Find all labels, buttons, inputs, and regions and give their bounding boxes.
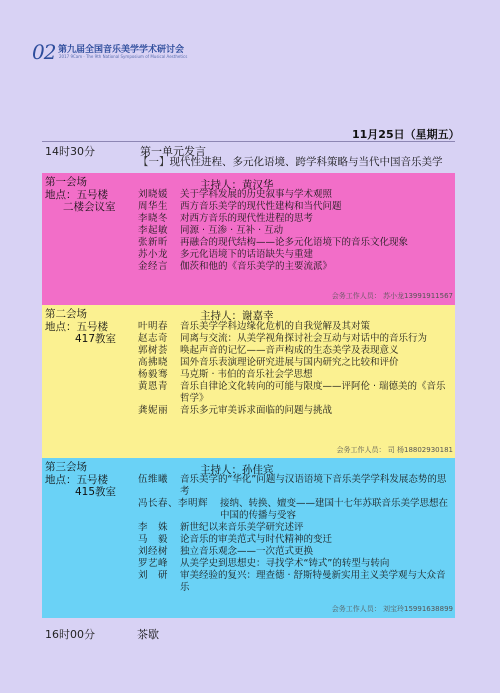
talk-row <box>138 249 453 261</box>
schedule-date: 11月25日（星期五） <box>352 128 460 141</box>
speaker-name: 罗艺峰 <box>138 558 169 569</box>
tea-break-label: 茶歇 <box>137 628 159 641</box>
speaker-name: 杨毅骞 <box>138 369 169 380</box>
break-time: 16时00分 <box>45 628 95 641</box>
speaker-name: 刘 研 <box>138 570 169 581</box>
talk-row <box>138 345 453 357</box>
speaker-name: 马 毅 <box>138 534 169 545</box>
start-time: 14时30分 <box>45 145 95 158</box>
logo-subtitle: 2017 9Cam · The 9th National Symposium of Musical Aesthetics <box>59 54 188 59</box>
venue-room: 二楼会议室 <box>63 201 116 213</box>
talk-topic: 西方音乐美学的现代性建构和当代问题 <box>180 201 342 212</box>
talk-topic: 国外音乐表演理论研究进展与国内研究之比较和评价 <box>180 357 399 368</box>
logo-number: 02 <box>32 40 56 64</box>
talk-topic: 多元化语境下的话语缺失与重建 <box>180 249 314 260</box>
speaker-name: 金经言 <box>138 261 169 272</box>
talk-topic: 伽茨和他的《音乐美学的主要流派》 <box>180 261 333 272</box>
talk-row <box>138 333 453 345</box>
talk-row <box>138 225 453 237</box>
session-host: 主持人：黄汉华 <box>200 179 274 191</box>
speaker-name: 黄恩青 <box>138 381 169 392</box>
talk-row <box>138 405 453 417</box>
talk-topic: 关于学科发展的历史叙事与学术观照 <box>180 189 333 200</box>
speaker-name: 郭树荟 <box>138 345 169 356</box>
venue-name: 第一会场 <box>45 176 87 188</box>
venue-name: 第二会场 <box>45 308 87 320</box>
venue-location: 地点：五号楼 <box>45 474 108 486</box>
speaker-name: 叶明春 <box>138 321 169 332</box>
venue-location: 地点：五号楼 <box>45 189 108 201</box>
talk-row <box>138 369 453 381</box>
session-3 <box>42 458 455 618</box>
talk-topic: 音乐美学的“华化”问题与汉语语境下音乐美学学科发展态势的思考 <box>180 474 447 497</box>
session-host: 主持人：谢嘉幸 <box>200 310 274 322</box>
talk-topic: 音乐美学学科边缘化危机的自我觉解及其对策 <box>180 321 371 332</box>
venue-room: 417教室 <box>75 333 117 345</box>
talk-row <box>138 474 453 498</box>
speaker-name: 高拂晓 <box>138 357 169 368</box>
staff-contact: 会务工作人员： 刘宝玲15991638899 <box>331 605 453 613</box>
staff-contact: 会务工作人员： 苏小龙13991911567 <box>331 292 453 300</box>
talk-row <box>138 546 453 558</box>
session-1 <box>42 173 455 305</box>
talk-topic: 独立音乐观念——一次范式更换 <box>180 546 314 557</box>
talk-topic: 音乐多元审美诉求面临的问题与挑战 <box>180 405 333 416</box>
talk-row <box>138 381 453 405</box>
talk-row <box>138 558 453 570</box>
talk-row <box>138 534 453 546</box>
speaker-name: 龚妮丽 <box>138 405 169 416</box>
speaker-name: 周华生 <box>138 201 169 212</box>
talk-topic: 唤起声音的记忆——音声构成的生态美学及表现意义 <box>180 345 399 356</box>
venue-room: 415教室 <box>75 486 117 498</box>
logo-title: 第九届全国音乐美学学术研讨会 <box>58 45 185 55</box>
talk-topic: 接纳、转换、嬗变——建国十七年苏联音乐美学思想在中国的传播与受容 <box>220 498 449 521</box>
speaker-name: 赵志奇 <box>138 333 169 344</box>
unit-topic: 现代性进程、多元化语境、跨学科策略与当代中国音乐美学 <box>169 156 443 168</box>
talk-topic: 从美学史到思想史：寻找学术“铸式”的转型与转向 <box>180 558 390 569</box>
talk-row <box>138 213 453 225</box>
talk-row <box>138 201 453 213</box>
talk-topic: 新世纪以来音乐美学研究述评 <box>180 522 304 533</box>
speaker-name: 李晓冬 <box>138 213 169 224</box>
speaker-name: 刘晓媛 <box>138 189 169 200</box>
speaker-name: 苏小龙 <box>138 249 169 260</box>
talk-topic: 马克斯 · 韦伯的音乐社会学思想 <box>180 369 313 380</box>
talk-topic: 再融合的现代结构——论多元化语境下的音乐文化现象 <box>180 237 409 248</box>
talk-topic: 对西方音乐的现代性进程的思考 <box>180 213 314 224</box>
staff-contact: 会务工作人员： 司 杨18802930181 <box>336 446 453 454</box>
speaker-name: 伍维曦 <box>138 474 169 485</box>
venue-name: 第三会场 <box>45 461 87 473</box>
talk-topic: 审美经验的复兴：理查德 · 舒斯特曼新实用主义美学观与大众音乐 <box>180 570 446 593</box>
talk-topic: 同离与交流：从美学视角探讨社会互动与对话中的音乐行为 <box>180 333 428 344</box>
unit-bracket: 【一】 <box>138 156 170 168</box>
talk-topic: 论音乐的审美范式与时代精神的变迁 <box>180 534 333 545</box>
talk-row <box>138 261 453 273</box>
unit-title: 第一单元发言 <box>140 145 206 158</box>
session-2 <box>42 305 455 458</box>
session-host: 主持人：孙佳宾 <box>200 464 274 476</box>
speaker-name: 刘经树 <box>138 546 169 557</box>
talk-topic: 音乐自律论文化转向的可能与限度——评阿伦 · 瑞德美的《音乐哲学》 <box>180 381 446 404</box>
speaker-name: 李起敏 <box>138 225 169 236</box>
talk-row <box>138 189 453 201</box>
unit-subtitle <box>138 154 443 169</box>
talk-row <box>138 570 453 594</box>
talk-row <box>138 357 453 369</box>
talk-row <box>138 321 453 333</box>
talk-row <box>138 498 453 522</box>
speaker-name: 李 姝 <box>138 522 169 533</box>
venue-location: 地点：五号楼 <box>45 321 108 333</box>
talk-row <box>138 237 453 249</box>
speaker-name: 张新昕 <box>138 237 169 248</box>
talk-row <box>138 522 453 534</box>
talk-topic: 同源 · 互渗 · 互补 · 互动 <box>180 225 284 236</box>
speaker-name: 冯长春、李明辉 <box>138 498 209 509</box>
divider <box>42 141 455 142</box>
